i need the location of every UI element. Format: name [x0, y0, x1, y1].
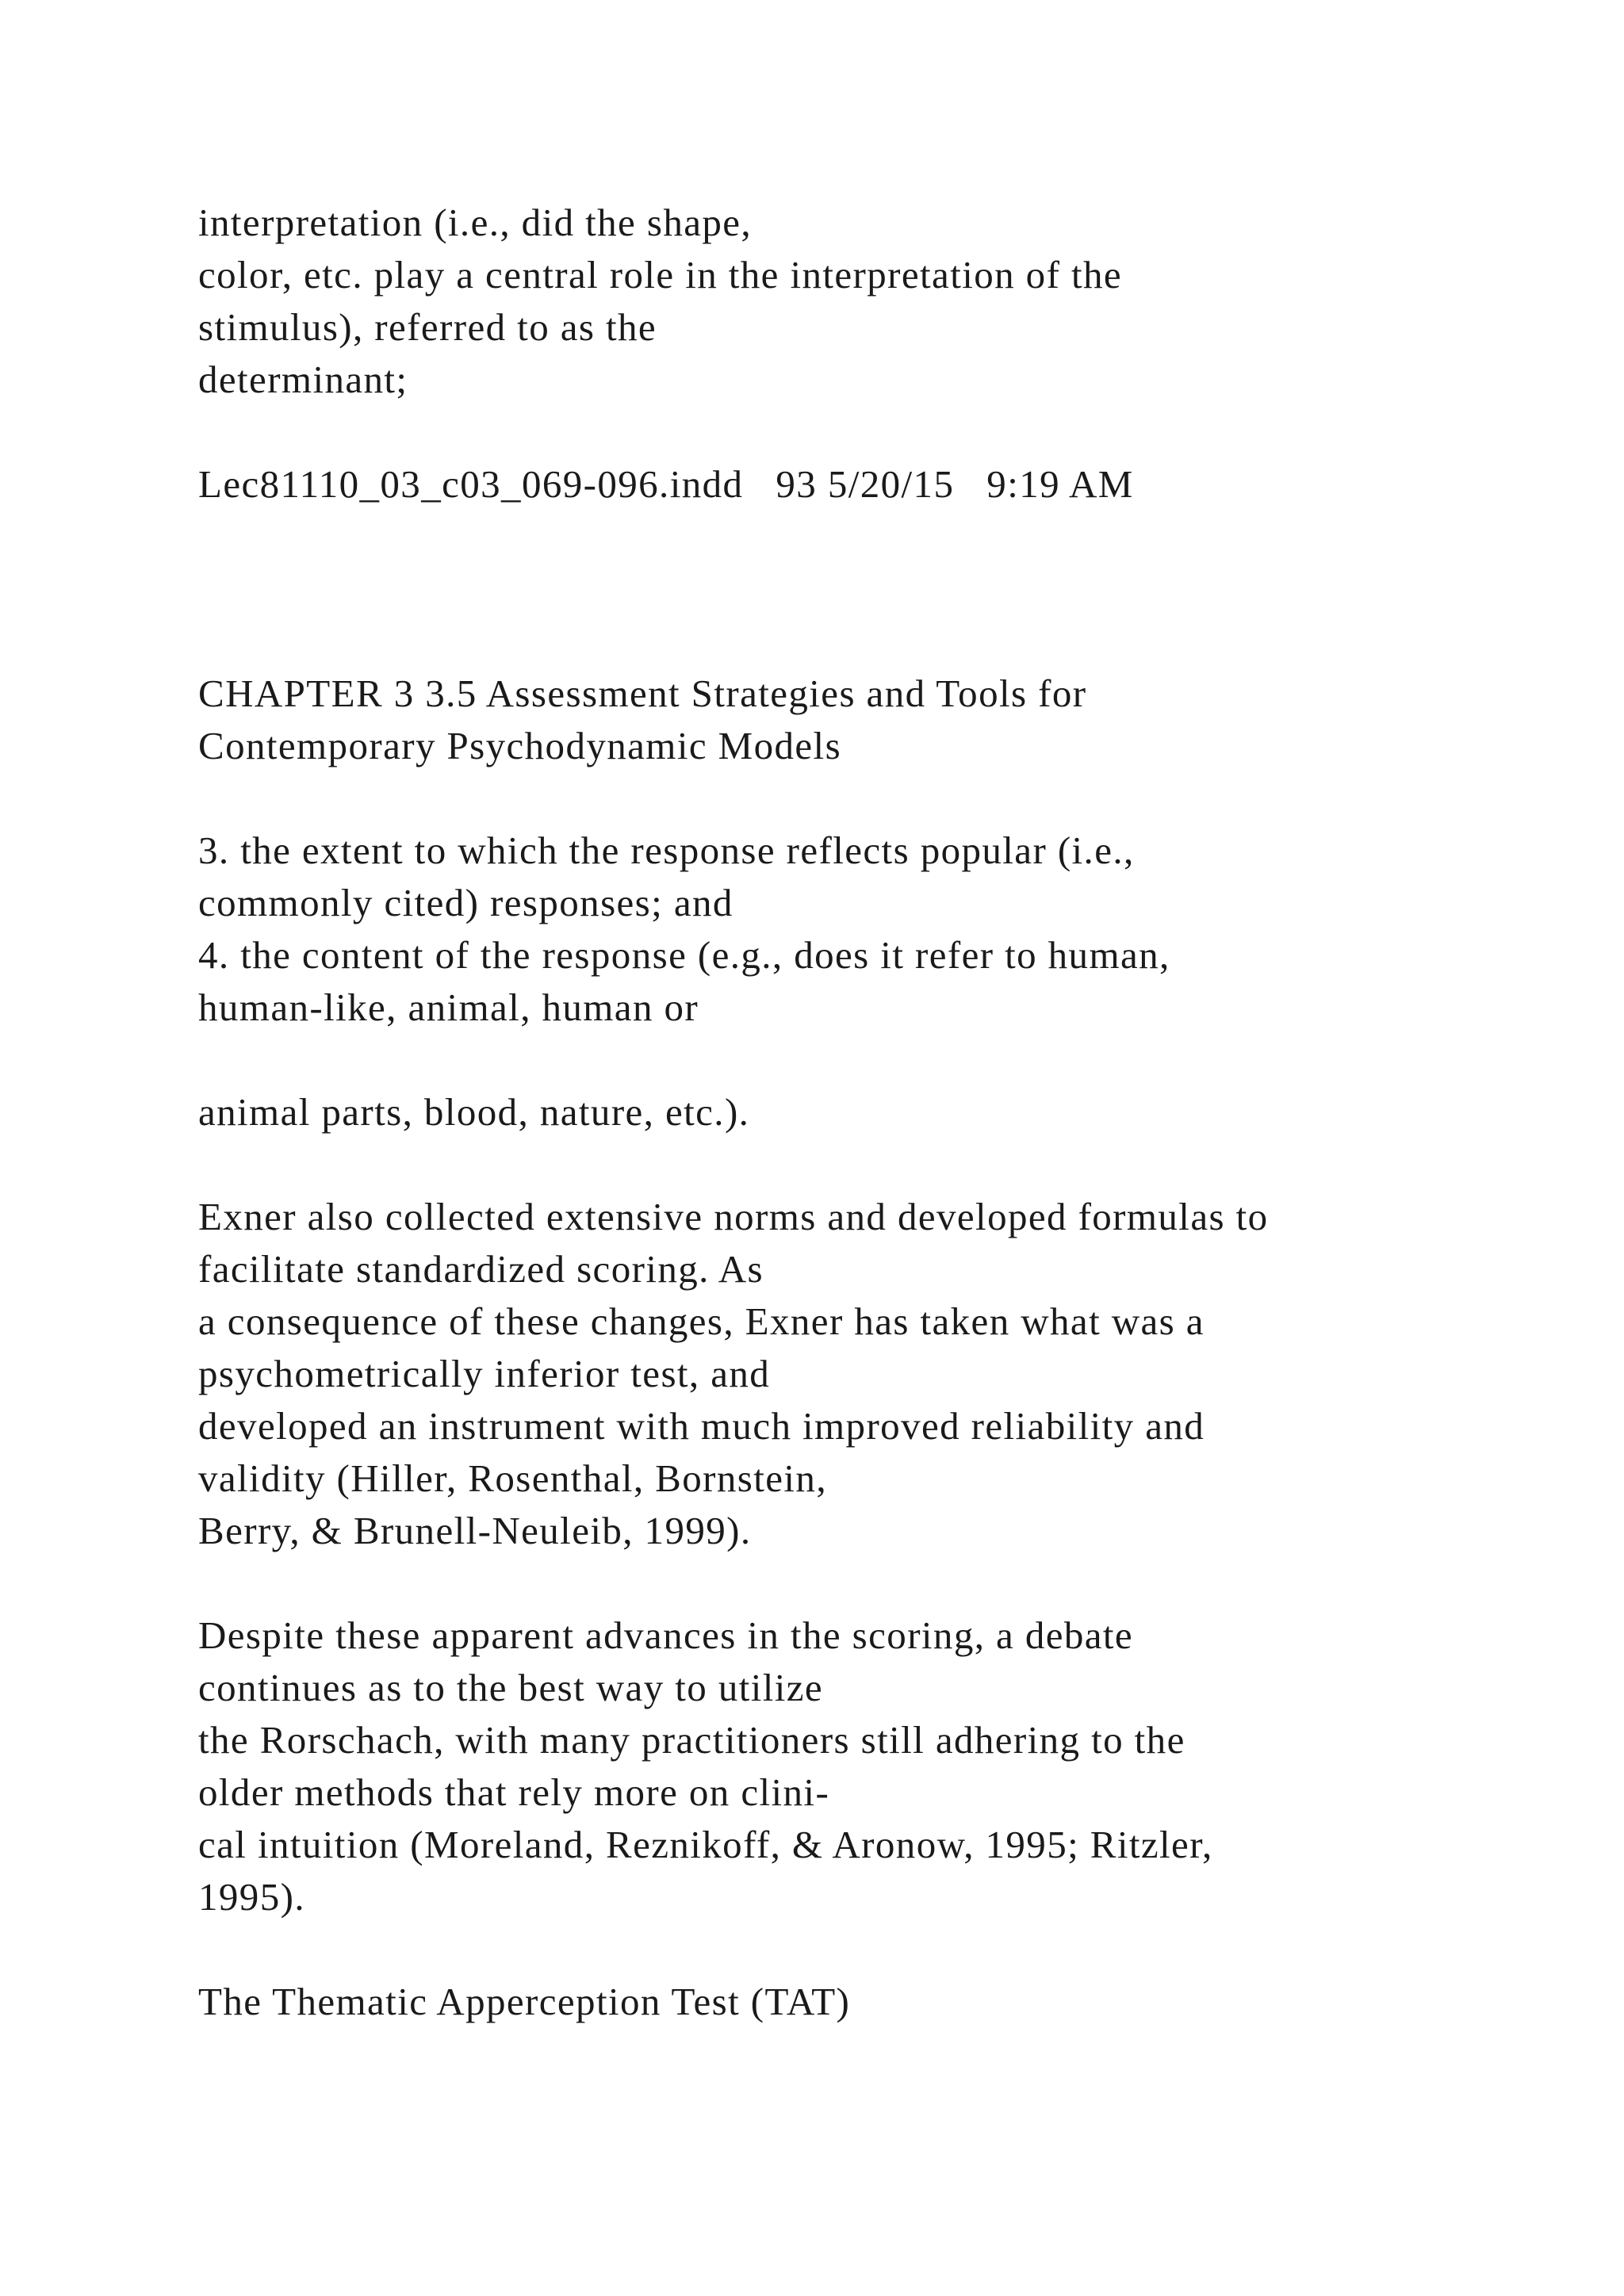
- text-line: human-like, animal, human or: [198, 985, 699, 1029]
- text-line: validity (Hiller, Rosenthal, Bornstein,: [198, 1456, 827, 1500]
- section-heading-line: The Thematic Apperception Test (TAT): [198, 1980, 851, 2023]
- text-line: psychometrically inferior test, and: [198, 1352, 771, 1395]
- file-footer-line: Lec81110_03_c03_069-096.indd 93 5/20/15 9:19 AM: [198, 462, 1134, 506]
- text-line: commonly cited) responses; and: [198, 881, 733, 924]
- text-line: 4. the content of the response (e.g., does it refer to human,: [198, 933, 1170, 977]
- text-line: color, etc. play a central role in the interpretation of the: [198, 253, 1123, 297]
- text-line: Exner also collected extensive norms and developed formulas to: [198, 1195, 1269, 1238]
- text-line: Despite these apparent advances in the scoring, a debate: [198, 1613, 1134, 1657]
- chapter-heading-line: CHAPTER 3 3.5 Assessment Strategies and Tools for: [198, 672, 1087, 715]
- text-line: Berry, & Brunell-Neuleib, 1999).: [198, 1509, 752, 1552]
- text-line: 3. the extent to which the response reflects popular (i.e.,: [198, 828, 1135, 872]
- text-line: determinant;: [198, 358, 408, 401]
- text-line: continues as to the best way to utilize: [198, 1666, 824, 1709]
- text-line: cal intuition (Moreland, Reznikoff, & Aronow, 1995; Ritzler,: [198, 1823, 1213, 1866]
- text-line: 1995).: [198, 1875, 305, 1919]
- chapter-heading-line: Contemporary Psychodynamic Models: [198, 724, 842, 767]
- text-line: interpretation (i.e., did the shape,: [198, 201, 753, 244]
- text-line: stimulus), referred to as the: [198, 305, 657, 349]
- text-line: the Rorschach, with many practitioners still adhering to the: [198, 1718, 1185, 1762]
- text-line: facilitate standardized scoring. As: [198, 1247, 764, 1291]
- text-line: a consequence of these changes, Exner has taken what was a: [198, 1299, 1205, 1343]
- text-line: animal parts, blood, nature, etc.).: [198, 1090, 750, 1134]
- text-line: older methods that rely more on clini-: [198, 1770, 830, 1814]
- text-line: developed an instrument with much improved reliability and: [198, 1404, 1205, 1448]
